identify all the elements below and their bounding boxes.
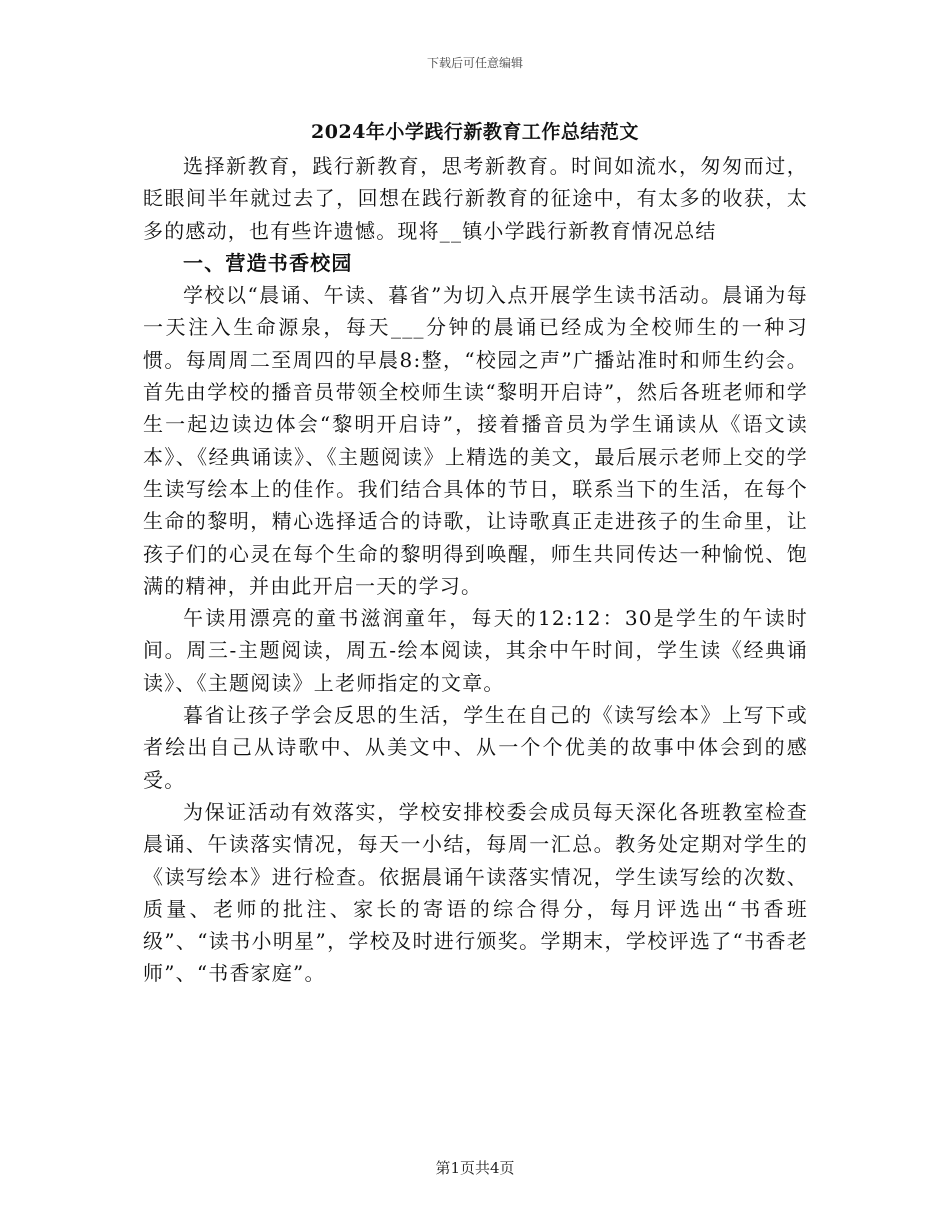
section-heading: 一、营造书香校园 <box>183 250 353 275</box>
page-number-footer: 第1页共4页 <box>435 1159 515 1177</box>
intro-paragraph: 选择新教育，践行新教育，思考新教育。时间如流水，匆匆而过，眨眼间半年就过去了，回想在践行新教育的征途中，有太多的收获，太多的感动，也有些许遗憾。现将__镇小学践行新教育情况总结 <box>143 154 808 243</box>
morning-reading-paragraph: 学校以“晨诵、午读、暮省”为切入点开展学生读书活动。晨诵为每一天注入生命源泉，每天___分钟的晨诵已经成为全校师生的一种习惯。每周周二至周四的早晨8:整，“校园之声”广播站准时和师生约会。首先由学校的播音员带领全校师生读“黎明开启诗”，然后各班老师和学生一起边读边体会“黎明开启诗”，接着播音员为学生诵读从《语文读本》、《经典诵读》、《主题阅读》上精选的美文，最后展示老师上交的学生读写绘本上的佳作。我们结合具体的节日，联系当下的生活，在每个生命的黎明，精心选择适合的诗歌，让诗歌真正走进孩子的生命里，让孩子们的心灵在每个生命的黎明得到唤醒，师生共同传达一种愉悦、饱满的精神，并由此开启一天的学习。 <box>143 283 808 598</box>
page-header-note: 下载后可任意编辑 <box>426 56 523 70</box>
noon-reading-paragraph: 午读用漂亮的童书滋润童年，每天的12:12：30是学生的午读时间。周三-主题阅读，周五-绘本阅读，其余中午时间，学生读《经典诵读》、《主题阅读》上老师指定的文章。 <box>143 606 808 695</box>
document-title: 2024年小学践行新教育工作总结范文 <box>311 121 639 143</box>
document-body <box>143 150 808 990</box>
evening-reflection-paragraph: 暮省让孩子学会反思的生活，学生在自己的《读写绘本》上写下或者绘出自己从诗歌中、从美文中、从一个个优美的故事中体会到的感受。 <box>143 703 808 792</box>
implementation-paragraph: 为保证活动有效落实，学校安排校委会成员每天深化各班教室检查晨诵、午读落实情况，每天一小结，每周一汇总。教务处定期对学生的《读写绘本》进行检查。依据晨诵午读落实情况，学生读写绘的次数、质量、老师的批注、家长的寄语的综合得分，每月评选出“书香班级”、“读书小明星”，学校及时进行颁奖。学期末，学校评选了“书香老师”、“书香家庭”。 <box>143 799 808 986</box>
